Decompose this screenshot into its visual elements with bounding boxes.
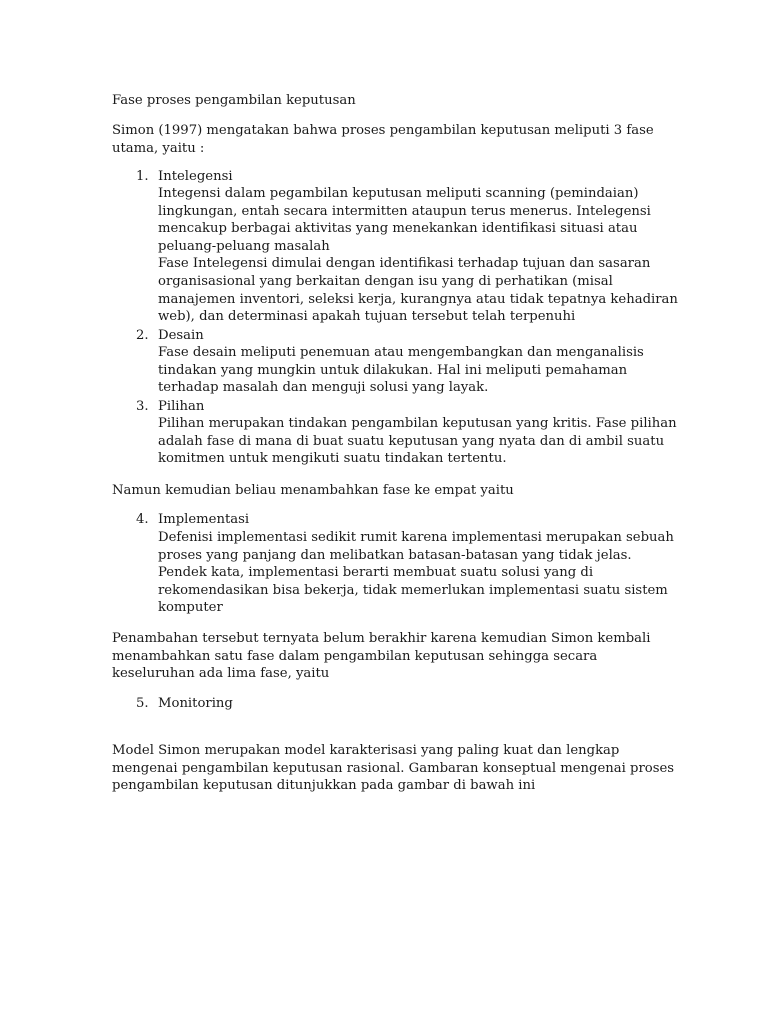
paragraph-line: Model Simon merupakan model karakterisasi yang paling kuat dan lengkap (112, 743, 620, 758)
intro-line: Simon (1997) mengatakan bahwa proses pengambilan keputusan meliputi 3 fase (112, 123, 654, 138)
paragraph-line: Penambahan tersebut ternyata belum berakhir karena kemudian Simon kembali (112, 631, 651, 646)
body-line: komputer (158, 600, 223, 616)
paragraph-line: keseluruhan ada lima fase, yaitu (112, 666, 330, 682)
body-line: peluang-peluang masalah (158, 238, 330, 254)
body-line: Pendek kata, implementasi berarti membuat suatu solusi yang di (158, 565, 594, 581)
list-number-4: 4. (136, 512, 149, 527)
body-line: komitmen untuk mengikuti suatu tindakan tertentu. (158, 451, 507, 467)
paragraph-line: mengenai pengambilan keputusan rasional. Gambaran konseptual mengenai proses (112, 760, 675, 776)
body-line: terhadap masalah dan menguji solusi yang layak. (158, 380, 489, 396)
penambahan-paragraph (112, 630, 672, 683)
list-number-2: 2. (136, 328, 149, 343)
list-title-monitoring: Monitoring (158, 696, 233, 711)
model-paragraph (112, 742, 675, 795)
body-line: Integensi dalam pegambilan keputusan meliputi scanning (pemindaian) (158, 186, 639, 201)
list-body-intelegensi (158, 185, 678, 326)
body-line: mencakup berbagai aktivitas yang menekankan identifikasi situasi atau (158, 221, 638, 237)
body-line: Defenisi implementasi sedikit rumit karena implementasi merupakan sebuah (158, 530, 674, 545)
body-line: adalah fase di mana di buat suatu keputusan yang nyata dan di ambil suatu (158, 433, 665, 449)
document-heading: Fase proses pengambilan keputusan (112, 93, 356, 108)
namun-paragraph: Namun kemudian beliau menambahkan fase ke empat yaitu (112, 483, 514, 498)
list-body-desain (158, 344, 668, 397)
list-title-implementasi: Implementasi (158, 512, 250, 527)
list-number-5: 5. (136, 696, 149, 711)
list-body-pilihan (158, 415, 677, 468)
body-line: web), dan determinasi apakah tujuan tersebut telah terpenuhi (158, 309, 576, 325)
paragraph-line: menambahkan satu fase dalam pengambilan keputusan sehingga secara (112, 648, 598, 664)
body-line: rekomendasikan bisa bekerja, tidak memerlukan implementasi suatu sistem (158, 582, 668, 598)
list-title-desain: Desain (158, 328, 204, 343)
body-line: proses yang panjang dan melibatkan batasan-batasan yang tidak jelas. (158, 547, 632, 563)
body-line: lingkungan, entah secara intermitten ataupun terus menerus. Intelegensi (158, 203, 651, 219)
paragraph-line: pengambilan keputusan ditunjukkan pada gambar di bawah ini (112, 778, 536, 794)
list-title-intelegensi: Intelegensi (158, 169, 233, 184)
body-line: Fase desain meliputi penemuan atau mengembangkan dan menganalisis (158, 345, 644, 360)
body-line: Pilihan merupakan tindakan pengambilan keputusan yang kritis. Fase pilihan (158, 416, 677, 431)
body-line: organisasional yang berkaitan dengan isu yang di perhatikan (misal (158, 273, 613, 289)
intro-line: utama, yaitu : (112, 140, 205, 156)
list-number-3: 3. (136, 399, 149, 414)
list-number-1: 1. (136, 169, 149, 184)
body-line: Fase Intelegensi dimulai dengan identifikasi terhadap tujuan dan sasaran (158, 256, 651, 272)
intro-paragraph (112, 122, 672, 157)
body-line: tindakan yang mungkin untuk dilakukan. Hal ini meliputi pemahaman (158, 362, 628, 378)
list-title-pilihan: Pilihan (158, 399, 205, 414)
list-body-implementasi (158, 529, 674, 617)
body-line: manajemen inventori, seleksi kerja, kurangnya atau tidak tepatnya kehadiran (158, 291, 678, 307)
